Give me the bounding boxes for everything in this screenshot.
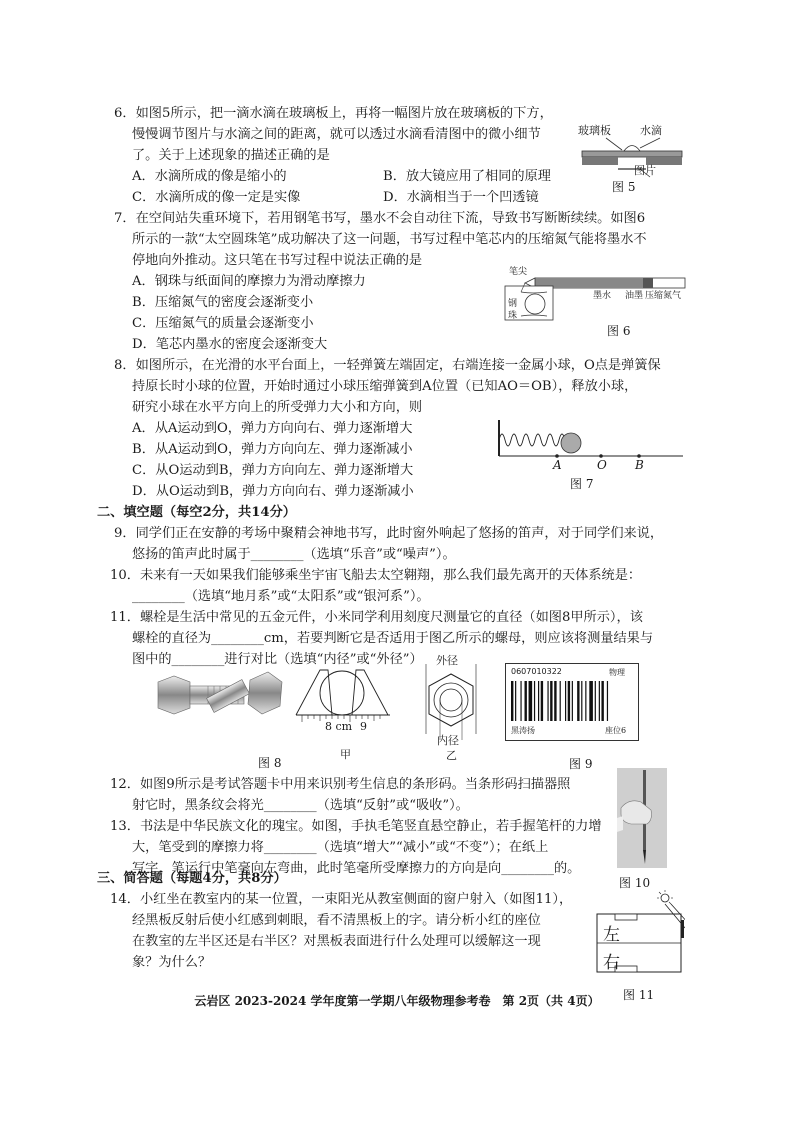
q7-option-d: D．笔芯内墨水的密度会逐渐变大 <box>132 337 328 352</box>
steel-ball-label-2: 珠 <box>508 311 518 321</box>
inner-diameter-label: 内径 <box>437 734 459 747</box>
q7-line-1: 7．在空间站失重环境下，若用钢笔书写，墨水不会自动往下流，导致书写断断续续。如图6 <box>114 211 646 226</box>
q6-option-c: C．水滴所成的像一定是实像 <box>132 190 301 205</box>
q7-option-a: A．钢珠与纸面间的摩擦力为滑动摩擦力 <box>132 274 366 289</box>
picture-label: 图片 <box>634 164 656 177</box>
q7-line-2: 所示的一款“太空圆珠笔”成功解决了这一问题，书写过程中笔芯内的压缩氮气能将墨水不 <box>132 232 647 247</box>
steel-ball-label-1: 钢 <box>508 299 518 309</box>
q13-line-3: 写字，笔运行中笔毫向左弯曲，此时笔毫所受摩擦力的方向是向________的。 <box>132 861 581 876</box>
barcode-name: 黑涛扬 <box>511 726 535 735</box>
point-a-label: A <box>553 458 562 472</box>
ruler-label-8cm: 8 cm <box>325 720 353 733</box>
q6-line-3: 了。关于上述现象的描述正确的是 <box>132 148 330 163</box>
figure-9-caption: 图 9 <box>569 757 593 771</box>
section-3-heading: 三、简答题（每题4分，共8分） <box>97 871 287 886</box>
q8-option-b: B．从A运动到O，弹力方向向左、弹力逐渐减小 <box>132 442 413 457</box>
figure-9 <box>505 663 645 771</box>
q6-line-2: 慢慢调节图片与水滴之间的距离，就可以透过水滴看清图中的微小细节 <box>132 127 541 142</box>
barcode-subject: 物理 <box>609 668 625 677</box>
q12-line-1: 12．如图9所示是考试答题卡中用来识别考生信息的条形码。当条形码扫描器照 <box>110 777 571 792</box>
figure-8-caption: 图 8 <box>258 756 282 770</box>
barcode-stripes <box>511 681 631 721</box>
section-2-heading: 二、填空题（每空2分，共14分） <box>97 505 296 520</box>
q10-line-1: 10．未来有一天如果我们能够乘坐宇宙飞船去太空翱翔，那么我们最先离开的天体系统是： <box>110 568 642 583</box>
q6-option-a: A．水滴所成的像是缩小的 <box>132 169 287 184</box>
q7-option-c: C．压缩氮气的质量会逐渐变小 <box>132 316 314 331</box>
ruler-label-9: 9 <box>360 720 367 733</box>
figure-5-caption: 图 5 <box>612 180 636 194</box>
figure-10-caption: 图 10 <box>619 876 651 890</box>
left-label: 左 <box>603 925 620 945</box>
figure-8-yi-label: 乙 <box>446 749 457 762</box>
q12-line-2: 射它时，黑条纹会将光________（选填“反射”或“吸收”）。 <box>132 798 469 813</box>
spring-ball-drawing <box>493 418 683 468</box>
outer-diameter-label: 外径 <box>436 654 458 667</box>
figure-6-caption: 图 6 <box>607 324 631 338</box>
barcode-number: 0607010322 <box>511 667 562 676</box>
q8-line-3: 研究小球在水平方向上的所受弹力大小和方向，则 <box>132 400 423 415</box>
q9-line-2: 悠扬的笛声此时属于________（选填“乐音”或“噪声”）。 <box>132 547 456 562</box>
figure-7 <box>493 418 683 493</box>
q8-line-2: 持原长时小球的位置，开始时通过小球压缩弹簧到A位置（已知AO＝OB），释放小球， <box>132 379 638 394</box>
q9-line-1: 9．同学们正在安静的考场中聚精会神地书写，此时窗外响起了悠扬的笛声，对于同学们来说， <box>114 526 664 541</box>
q6-option-b: B．放大镜应用了相同的原理 <box>383 169 551 184</box>
q14-line-3: 在教室的左半区还是右半区？对黑板表面进行什么处理可以缓解这一现 <box>132 934 541 949</box>
hand-holding-brush-drawing <box>617 768 667 870</box>
figure-8-jia-label: 甲 <box>340 748 351 761</box>
ink-label: 墨水 <box>593 291 612 301</box>
figure-5 <box>578 122 688 194</box>
q14-line-1: 14．小红坐在教室内的某一位置，一束阳光从教室侧面的窗户射入（如图11）， <box>110 892 573 907</box>
q11-line-1: 11．螺栓是生活中常见的五金元件，小米同学利用刻度尺测量它的直径（如图8甲所示），该 <box>110 610 643 625</box>
q14-line-4: 象？为什么？ <box>132 955 212 970</box>
q10-line-2: ________（选填“地月系”或“太阳系”或“银河系”）。 <box>132 589 430 604</box>
point-o-label: O <box>597 458 607 472</box>
page-footer: 云岩区 2023-2024 学年度第一学期八年级物理参考卷 第 2页（共 4页） <box>194 994 600 1008</box>
point-b-label: B <box>635 458 644 472</box>
grease-label: 油墨 <box>625 291 644 301</box>
figure-10 <box>617 768 667 890</box>
q7-line-3: 停地向外推动。这只笔在书写过程中说法正确的是 <box>132 253 423 268</box>
figure-11-caption: 图 11 <box>623 988 655 1002</box>
glass-label: 玻璃板 <box>578 124 611 137</box>
q13-line-1: 13．书法是中华民族文化的瑰宝。如图，手执毛笔竖直悬空静止，若手握笔杆的力增 <box>110 819 602 834</box>
q6-option-d: D．水滴相当于一个凹透镜 <box>383 190 539 205</box>
q11-line-3: 图中的________进行对比（选填“内径”或“外径”） <box>132 652 423 667</box>
q11-line-2: 螺栓的直径为________cm，若要判断它是否适用于图乙所示的螺母，则应该将测量结果与 <box>132 631 654 646</box>
q8-option-a: A．从A运动到O，弹力方向向右、弹力逐渐增大 <box>132 421 413 436</box>
drop-label: 水滴 <box>640 124 662 137</box>
q8-option-d: D．从O运动到B，弹力方向向右、弹力逐渐减小 <box>132 484 414 499</box>
right-label: 右 <box>603 953 620 973</box>
pen-tip-label: 笔尖 <box>509 267 528 277</box>
q6-line-1: 6．如图5所示，把一滴水滴在玻璃板上，再将一幅图片放在玻璃板的下方， <box>114 106 553 121</box>
q8-line-1: 8．如图所示，在光滑的水平台面上，一轻弹簧左端固定，右端连接一金属小球，O点是弹簧保 <box>114 358 661 373</box>
q13-line-2: 大，笔受到的摩擦力将________（选填“增大”“减小”或“不变”）；在纸上 <box>132 840 549 855</box>
q7-option-b: B．压缩氮气的密度会逐渐变小 <box>132 295 314 310</box>
figure-6 <box>503 266 693 338</box>
q8-option-c: C．从O运动到B，弹力方向向左、弹力逐渐增大 <box>132 463 414 478</box>
figure-7-caption: 图 7 <box>570 477 594 491</box>
q14-line-2: 经黑板反射后使小红感到刺眼，看不清黑板上的字。请分析小红的座位 <box>132 913 541 928</box>
compressed-gas-label: 压缩氮气 <box>645 291 682 301</box>
barcode-seat: 座位6 <box>605 726 627 735</box>
figure-11 <box>595 890 685 1000</box>
